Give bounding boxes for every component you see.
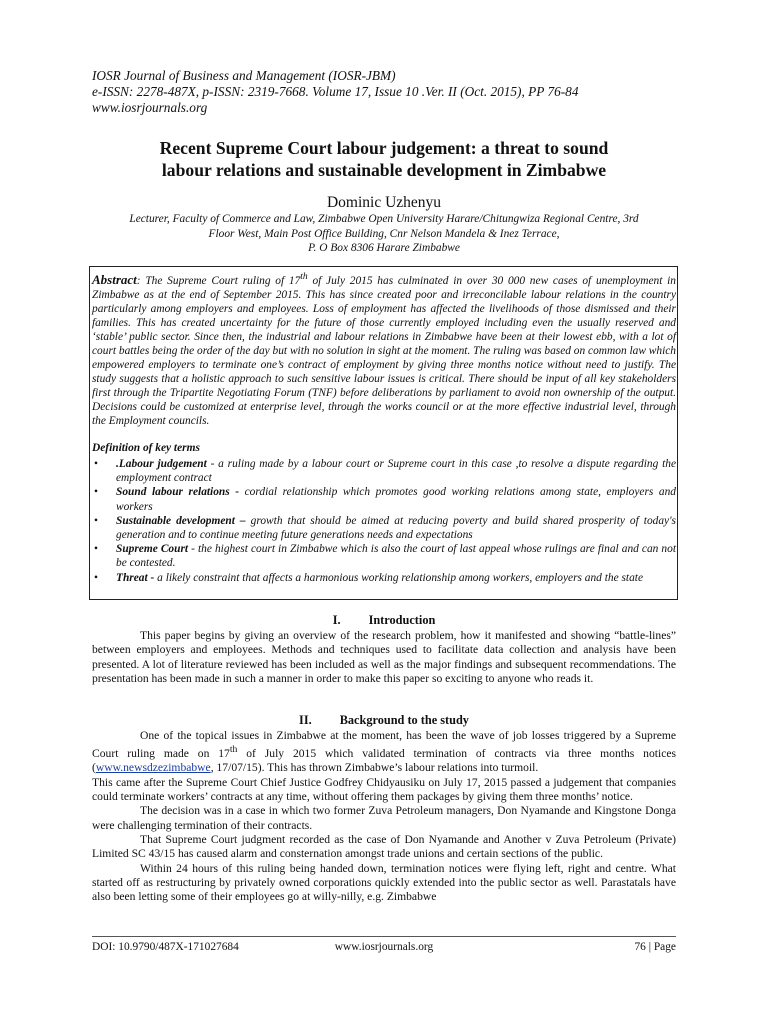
- definition-item: [92, 542, 676, 570]
- background-paragraph-5: Within 24 hours of this ruling being handed down, termination notices were flying left, right and centre. What started off as restructuring by privately owned corporations quickly extended into the public sector as well. Parastatals have also been letting some of their employees go at willy-nilly, e.g. Zimbabwe: [92, 861, 676, 904]
- affiliation-line-3: P. O Box 8306 Harare Zimbabwe: [308, 242, 460, 254]
- introduction-body: [92, 629, 676, 686]
- section-heading-introduction: [0, 613, 768, 628]
- definition-text: a likely constraint that affects a harmonious working relationship among workers, employers and the state: [154, 571, 643, 584]
- paragraph-text: , 17/07/15). This has thrown Zimbabwe’s labour relations into turmoil.: [210, 761, 539, 775]
- section-number: II.: [299, 713, 312, 727]
- definitions-list: [92, 457, 676, 585]
- background-paragraph-2: This came after the Supreme Court Chief Justice Godfrey Chidyausiku on July 17, 2015 passed a judgement that companies could terminate workers’ contracts at any time, without offering them packages by giving them three months’ notice.: [92, 775, 676, 804]
- bullet-icon: •: [94, 486, 98, 499]
- footer-divider: [92, 936, 676, 937]
- definition-item: [92, 485, 676, 513]
- abstract-label: Abstract: [92, 271, 137, 287]
- background-body: [92, 729, 676, 904]
- section-heading-background: [0, 713, 768, 728]
- definition-text: - a ruling made by a labour court or Supreme court in this case ,to resolve a dispute regarding the employment contract: [116, 458, 676, 485]
- paper-title: [60, 137, 708, 181]
- background-paragraph-4: That Supreme Court judgment recorded as the case of Don Nyamande and Another v Zuva Petroleum (Private) Limited SC 43/15 has caused alarm and consternation amongst trade unions and certain sections of the public.: [92, 832, 676, 861]
- section-title: Background to the study: [339, 713, 469, 727]
- affiliation-line-1: Lecturer, Faculty of Commerce and Law, Zimbabwe Open University Harare/Chitungwiza Regional Centre, 3rd: [129, 213, 639, 225]
- bullet-icon: •: [94, 543, 98, 556]
- abstract-text: of July 2015 has culminated in over 30 000 new cases of unemployment in Zimbabwe as at the end of September 2015. This has since created poor and irreconcilable labour relations in the country particularly among employers and employees. Loss of employment has affected the livelihoods of those dismissed and their families. This has created uncertainty for the future of those currently employed including even the usually reserved and ‘stable’ public sector. Since then, the industrial and labour relations in Zimbabwe have been at their lowest ebb, with a lot of court battles being the order of the day but with no solution in sight at the moment. The ruling was based on common law which empowered employers to terminate one’s contract of employment by giving three months notice without need to justify. The study suggests that a holistic approach to such sensitive labour issues is critical. There should be input of all key stakeholders first through the Tripartite Negotiating Forum (TNF) before deliberations by parliament to avoid non ownership of the output. Decisions could be customized at enterprise level, through the works council or at the more effective industrial level, through the Employment councils.: [92, 274, 676, 427]
- bullet-icon: •: [94, 571, 98, 584]
- section-number: I.: [332, 613, 341, 627]
- journal-name: IOSR Journal of Business and Management (IOSR-JBM): [92, 68, 396, 83]
- author-affiliation: [82, 212, 686, 256]
- bullet-icon: •: [94, 458, 98, 470]
- definition-term: Sound labour relations -: [116, 486, 240, 499]
- paragraph-text: One of the topical issues in Zimbabwe at the moment, has been the wave of job losses triggered by a Supreme Court ruling made on 17: [92, 729, 676, 761]
- definition-item: [92, 514, 676, 542]
- definition-text: growth that should be aimed at reducing poverty and build shared prosperity of today's generation and to continue meeting future generations needs and expectations: [116, 514, 676, 542]
- journal-issn: e-ISSN: 2278-487X, p-ISSN: 2319-7668. Volume 17, Issue 10 .Ver. II (Oct. 2015), PP 76-84: [92, 84, 579, 99]
- journal-header: [92, 68, 692, 116]
- definition-term: Supreme Court: [116, 543, 189, 556]
- definitions-heading: Definition of key terms: [92, 442, 200, 454]
- definition-item: [92, 571, 676, 585]
- definition-term: Threat -: [116, 571, 155, 584]
- paragraph-text: of July 2015 which validated termination of contracts via three months notices (: [92, 747, 676, 775]
- footer-page-number: 76 | Page: [634, 941, 676, 953]
- abstract: [92, 270, 676, 428]
- definition-item: [92, 457, 676, 485]
- background-paragraph-3: The decision was in a case in which two former Zuva Petroleum managers, Don Nyamande and Kingstone Donga were challenging termination of their contracts.: [92, 804, 676, 832]
- abstract-text-start: : The Supreme Court ruling of 17: [136, 274, 301, 287]
- footer-website[interactable]: www.iosrjournals.org: [334, 941, 434, 953]
- news-link[interactable]: www.newsdzezimbabwe: [95, 761, 211, 775]
- abstract-date-superscript: th: [300, 272, 308, 282]
- bullet-icon: •: [94, 514, 98, 527]
- footer-doi: DOI: 10.9790/487X-171027684: [92, 941, 239, 953]
- definition-text: cordial relationship which promotes good working relations among state, employers and workers: [116, 486, 676, 513]
- paper-title-line-2: labour relations and sustainable development in Zimbabwe: [161, 160, 607, 180]
- definition-term: Sustainable development –: [116, 514, 246, 527]
- definition-term: .Labour judgement: [116, 458, 207, 470]
- date-superscript: th: [229, 744, 238, 756]
- introduction-paragraph: This paper begins by giving an overview of the research problem, how it manifested and showing “battle-lines” between employers and employees. Methods and techniques used to facilitate data collection and analysis have been presented. A lot of literature reviewed has been included as well as the major findings and subsequent recommendations. The presentation has been made in such a manner in order to make this paper so exciting to anyone who reads it.: [92, 629, 676, 685]
- section-title: Introduction: [368, 613, 436, 627]
- affiliation-line-2: Floor West, Main Post Office Building, Cnr Nelson Mandela & Inez Terrace,: [208, 227, 560, 240]
- background-paragraph-1: [92, 729, 676, 776]
- paper-title-line-1: Recent Supreme Court labour judgement: a threat to sound: [159, 138, 609, 158]
- definition-text: - the highest court in Zimbabwe which is also the court of last appeal whose rulings are final and can not be contested.: [116, 543, 676, 570]
- journal-website[interactable]: www.iosrjournals.org: [92, 100, 208, 115]
- author-name: Dominic Uzhenyu: [326, 194, 442, 211]
